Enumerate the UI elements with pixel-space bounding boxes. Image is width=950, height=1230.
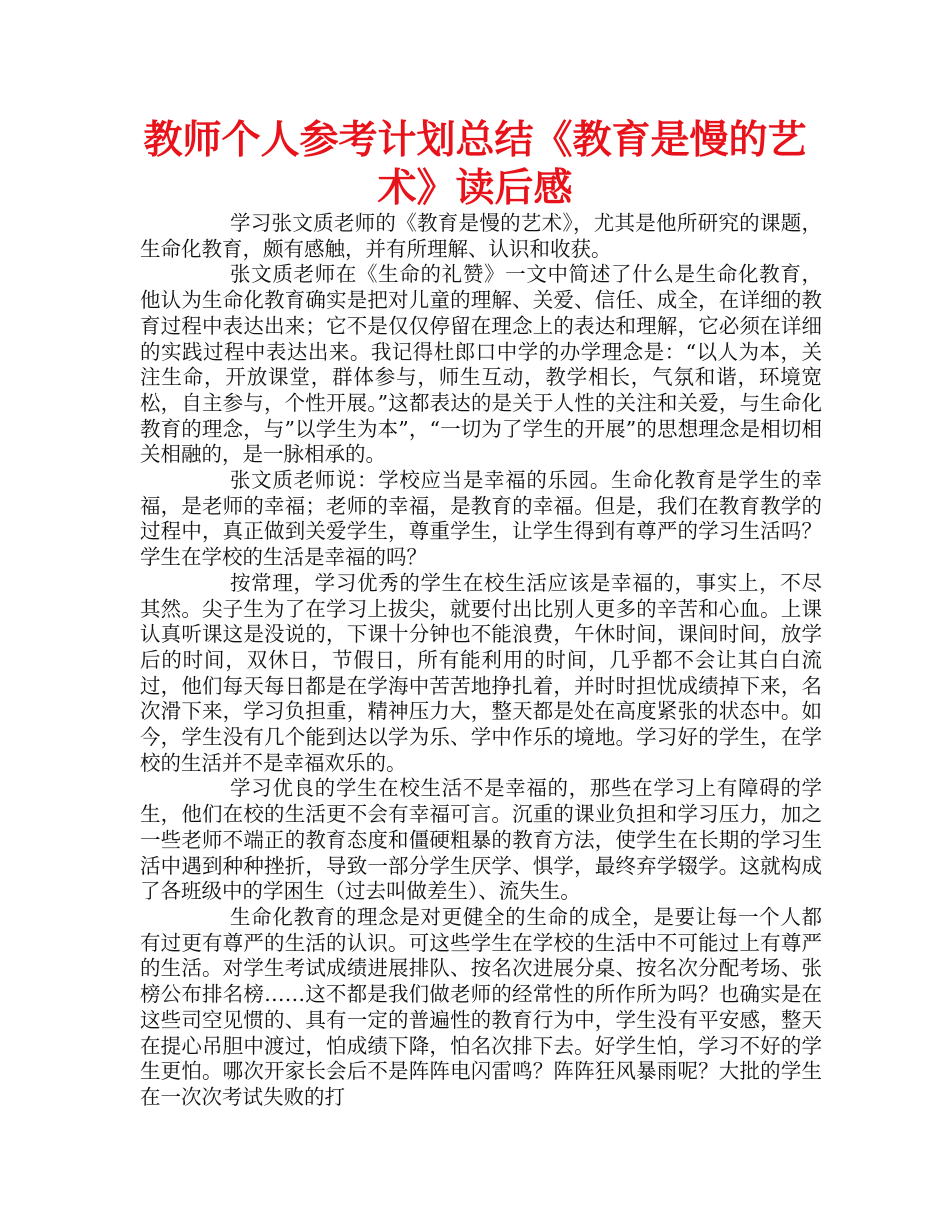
document-title: 教师个人参考计划总结《教育是慢的艺术》读后感 — [143, 118, 807, 211]
paragraph-2: 张文质老师在《生命的礼赞》一文中简述了什么是生命化教育，他认为生命化教育确实是把对儿童的理解、关爱、信任、成全，在详细的教育过程中表达出来；它不是仅仅停留在理念上的表达和理解，它必须在详细的实践过程中表达出来。我记得杜郎口中学的办学理念是：“以人为本，关注生命，开放课堂，群体参与，师生互动，教学相长，气氛和谐，环境宽松，自主参与，个性开展。”这都表达的是关于人性的关注和关爱，与生命化教育的理念，与”以学生为本”，“一切为了学生的开展”的思想理念是相切相关相融的，是一脉相承的。 — [140, 262, 822, 467]
paragraph-5: 学习优良的学生在校生活不是幸福的，那些在学习上有障碍的学生，他们在校的生活更不会有幸福可言。沉重的课业负担和学习压力，加之一些老师不端正的教育态度和僵硬粗暴的教育方法，使学生在长期的学习生活中遇到种种挫折，导致一部分学生厌学、惧学，最终弃学辍学。这就构成了各班级中的学困生（过去叫做差生）、流失生。 — [140, 776, 822, 904]
paragraph-3: 张文质老师说：学校应当是幸福的乐园。生命化教育是学生的幸福，是老师的幸福；老师的幸福，是教育的幸福。但是，我们在教育教学的过程中，真正做到关爱学生，尊重学生，让学生得到有尊严的学习生活吗？学生在学校的生活是幸福的吗？ — [140, 468, 822, 570]
document-body — [140, 211, 822, 1111]
paragraph-1: 学习张文质老师的《教育是慢的艺术》，尤其是他所研究的课题，生命化教育，颇有感触，并有所理解、认识和收获。 — [140, 211, 822, 261]
paragraph-6: 生命化教育的理念是对更健全的生命的成全，是要让每一个人都有过更有尊严的生活的认识。可这些学生在学校的生活中不可能过上有尊严的生活。对学生考试成绩进展排队、按名次进展分桌、按名次分配考场、张榜公布排名榜……这不都是我们做老师的经常性的所作所为吗？也确实是在这些司空见惯的、具有一定的普遍性的教育行为中，学生没有平安感，整天在提心吊胆中渡过，怕成绩下降，怕名次排下去。好学生怕，学习不好的学生更怕。哪次开家长会后不是阵阵电闪雷鸣？阵阵狂风暴雨呢？大批的学生在一次次考试失败的打 — [140, 904, 822, 1109]
paragraph-4: 按常理，学习优秀的学生在校生活应该是幸福的，事实上，不尽其然。尖子生为了在学习上拔尖，就要付出比别人更多的辛苦和心血。上课认真听课这是没说的，下课十分钟也不能浪费，午休时间，课间时间，放学后的时间，双休日，节假日，所有能利用的时间，几乎都不会让其白白流过，他们每天每日都是在学海中苦苦地挣扎着，并时时担忧成绩掉下来，名次滑下来，学习负担重，精神压力大，整天都是处在高度紧张的状态中。如今，学生没有几个能到达以学为乐、学中作乐的境地。学习好的学生，在学校的生活并不是幸福欢乐的。 — [140, 570, 822, 775]
